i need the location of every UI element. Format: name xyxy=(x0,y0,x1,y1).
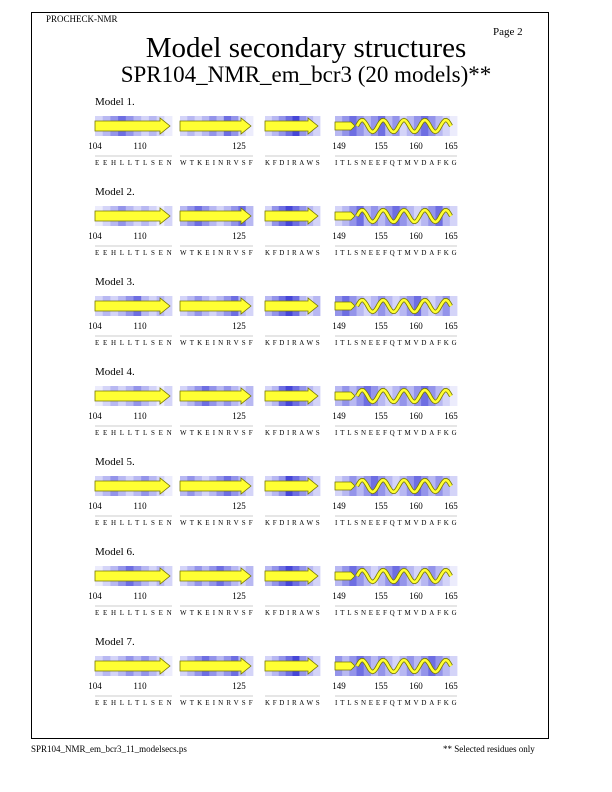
segment-1 xyxy=(88,386,172,437)
segment-3 xyxy=(265,476,320,527)
residue-number-label: 125 xyxy=(232,141,246,151)
segment-1 xyxy=(88,116,172,167)
segment-1 xyxy=(88,656,172,707)
footer-filename: SPR104_NMR_em_bcr3_11_modelsecs.ps xyxy=(31,744,187,754)
sequence-letters: KFDIRAWS xyxy=(265,249,320,257)
segment-3 xyxy=(265,386,320,437)
strand-stub xyxy=(335,212,355,220)
model-structure-diagram xyxy=(0,384,612,454)
residue-number-label: 160 xyxy=(409,321,423,331)
strand-stub xyxy=(335,662,355,670)
residue-number-label: 125 xyxy=(232,321,246,331)
segment-2 xyxy=(180,566,253,617)
model-structure-diagram xyxy=(0,294,612,364)
residue-number-label: 104 xyxy=(88,231,102,241)
sequence-letters: WTKEINRVSF xyxy=(180,249,253,257)
segment-3 xyxy=(265,296,320,347)
residue-number-label: 155 xyxy=(374,501,388,511)
residue-number-label: 160 xyxy=(409,411,423,421)
sequence-letters: WTKEINRVSF xyxy=(180,159,253,167)
model-structure-diagram xyxy=(0,564,612,634)
sequence-letters: KFDIRAWS xyxy=(265,609,320,617)
residue-number-label: 160 xyxy=(409,141,423,151)
model-label: Model 5. xyxy=(95,456,135,468)
residue-number-label: 155 xyxy=(374,681,388,691)
sequence-letters: EEHLLTLSEN xyxy=(95,249,172,257)
sequence-letters: EEHLLTLSEN xyxy=(95,339,172,347)
model-label: Model 1. xyxy=(95,96,135,108)
model-structure-diagram xyxy=(0,204,612,274)
residue-number-label: 104 xyxy=(88,411,102,421)
residue-number-label: 125 xyxy=(232,411,246,421)
residue-number-label: 110 xyxy=(133,411,147,421)
residue-number-label: 165 xyxy=(444,501,458,511)
sequence-letters: KFDIRAWS xyxy=(265,519,320,527)
residue-number-label: 110 xyxy=(133,321,147,331)
sequence-letters: ITLSNEEFQTMVDAFKG xyxy=(335,339,457,347)
residue-number-label: 110 xyxy=(133,501,147,511)
residue-number-label: 165 xyxy=(444,411,458,421)
residue-number-label: 110 xyxy=(133,591,147,601)
residue-number-label: 149 xyxy=(332,411,346,421)
segment-4 xyxy=(332,386,458,437)
sequence-letters: EEHLLTLSEN xyxy=(95,519,172,527)
sequence-letters: WTKEINRVSF xyxy=(180,519,253,527)
sequence-letters: EEHLLTLSEN xyxy=(95,699,172,707)
segment-4 xyxy=(332,296,458,347)
sequence-letters: WTKEINRVSF xyxy=(180,429,253,437)
model-label: Model 6. xyxy=(95,546,135,558)
residue-number-label: 149 xyxy=(332,681,346,691)
segment-1 xyxy=(88,476,172,527)
segment-4 xyxy=(332,566,458,617)
residue-number-label: 165 xyxy=(444,321,458,331)
sequence-letters: WTKEINRVSF xyxy=(180,609,253,617)
residue-number-label: 104 xyxy=(88,321,102,331)
residue-number-label: 165 xyxy=(444,591,458,601)
footer-note: ** Selected residues only xyxy=(443,744,535,754)
model-label: Model 4. xyxy=(95,366,135,378)
residue-number-label: 149 xyxy=(332,141,346,151)
program-name: PROCHECK-NMR xyxy=(46,14,118,24)
segment-2 xyxy=(180,206,253,257)
residue-number-label: 160 xyxy=(409,231,423,241)
sequence-letters: KFDIRAWS xyxy=(265,699,320,707)
residue-number-label: 149 xyxy=(332,501,346,511)
sequence-letters: WTKEINRVSF xyxy=(180,699,253,707)
residue-number-label: 125 xyxy=(232,231,246,241)
residue-number-label: 155 xyxy=(374,141,388,151)
sequence-letters: ITLSNEEFQTMVDAFKG xyxy=(335,249,457,257)
residue-number-label: 155 xyxy=(374,411,388,421)
residue-number-label: 155 xyxy=(374,321,388,331)
segment-3 xyxy=(265,656,320,707)
model-structure-diagram xyxy=(0,654,612,724)
residue-number-label: 149 xyxy=(332,321,346,331)
residue-number-label: 104 xyxy=(88,501,102,511)
page-title: Model secondary structures xyxy=(145,32,467,64)
sequence-letters: EEHLLTLSEN xyxy=(95,159,172,167)
segment-2 xyxy=(180,116,253,167)
residue-number-label: 160 xyxy=(409,591,423,601)
segment-3 xyxy=(265,116,320,167)
segment-4 xyxy=(332,116,458,167)
sequence-letters: EEHLLTLSEN xyxy=(95,609,172,617)
segment-4 xyxy=(332,476,458,527)
residue-number-label: 165 xyxy=(444,141,458,151)
strand-stub xyxy=(335,572,355,580)
residue-number-label: 110 xyxy=(133,681,147,691)
residue-number-label: 165 xyxy=(444,681,458,691)
residue-number-label: 104 xyxy=(88,681,102,691)
residue-number-label: 110 xyxy=(133,231,147,241)
strand-stub xyxy=(335,392,355,400)
segment-2 xyxy=(180,386,253,437)
sequence-letters: KFDIRAWS xyxy=(265,429,320,437)
model-label: Model 7. xyxy=(95,636,135,648)
segment-3 xyxy=(265,566,320,617)
sequence-letters: ITLSNEEFQTMVDAFKG xyxy=(335,609,457,617)
strand-stub xyxy=(335,302,355,310)
model-structure-diagram xyxy=(0,474,612,544)
residue-number-label: 160 xyxy=(409,681,423,691)
sequence-letters: ITLSNEEFQTMVDAFKG xyxy=(335,519,457,527)
residue-number-label: 125 xyxy=(232,501,246,511)
segment-2 xyxy=(180,656,253,707)
residue-number-label: 149 xyxy=(332,591,346,601)
residue-number-label: 155 xyxy=(374,231,388,241)
strand-stub xyxy=(335,482,355,490)
strand-stub xyxy=(335,122,355,130)
model-label: Model 3. xyxy=(95,276,135,288)
residue-number-label: 125 xyxy=(232,681,246,691)
sequence-letters: EEHLLTLSEN xyxy=(95,429,172,437)
segment-1 xyxy=(88,296,172,347)
sequence-letters: ITLSNEEFQTMVDAFKG xyxy=(335,699,457,707)
model-label: Model 2. xyxy=(95,186,135,198)
residue-number-label: 110 xyxy=(133,141,147,151)
sequence-letters: KFDIRAWS xyxy=(265,339,320,347)
residue-number-label: 125 xyxy=(232,591,246,601)
sequence-letters: KFDIRAWS xyxy=(265,159,320,167)
page-subtitle: SPR104_NMR_em_bcr3 (20 models)** xyxy=(120,62,492,87)
sequence-letters: WTKEINRVSF xyxy=(180,339,253,347)
segment-2 xyxy=(180,296,253,347)
segment-4 xyxy=(332,206,458,257)
segment-2 xyxy=(180,476,253,527)
segment-4 xyxy=(332,656,458,707)
residue-number-label: 165 xyxy=(444,231,458,241)
sequence-letters: ITLSNEEFQTMVDAFKG xyxy=(335,159,457,167)
segment-3 xyxy=(265,206,320,257)
segment-1 xyxy=(88,206,172,257)
residue-number-label: 104 xyxy=(88,591,102,601)
residue-number-label: 104 xyxy=(88,141,102,151)
segment-1 xyxy=(88,566,172,617)
page-number: Page 2 xyxy=(493,26,523,38)
residue-number-label: 160 xyxy=(409,501,423,511)
residue-number-label: 155 xyxy=(374,591,388,601)
model-structure-diagram xyxy=(0,114,612,184)
residue-number-label: 149 xyxy=(332,231,346,241)
sequence-letters: ITLSNEEFQTMVDAFKG xyxy=(335,429,457,437)
